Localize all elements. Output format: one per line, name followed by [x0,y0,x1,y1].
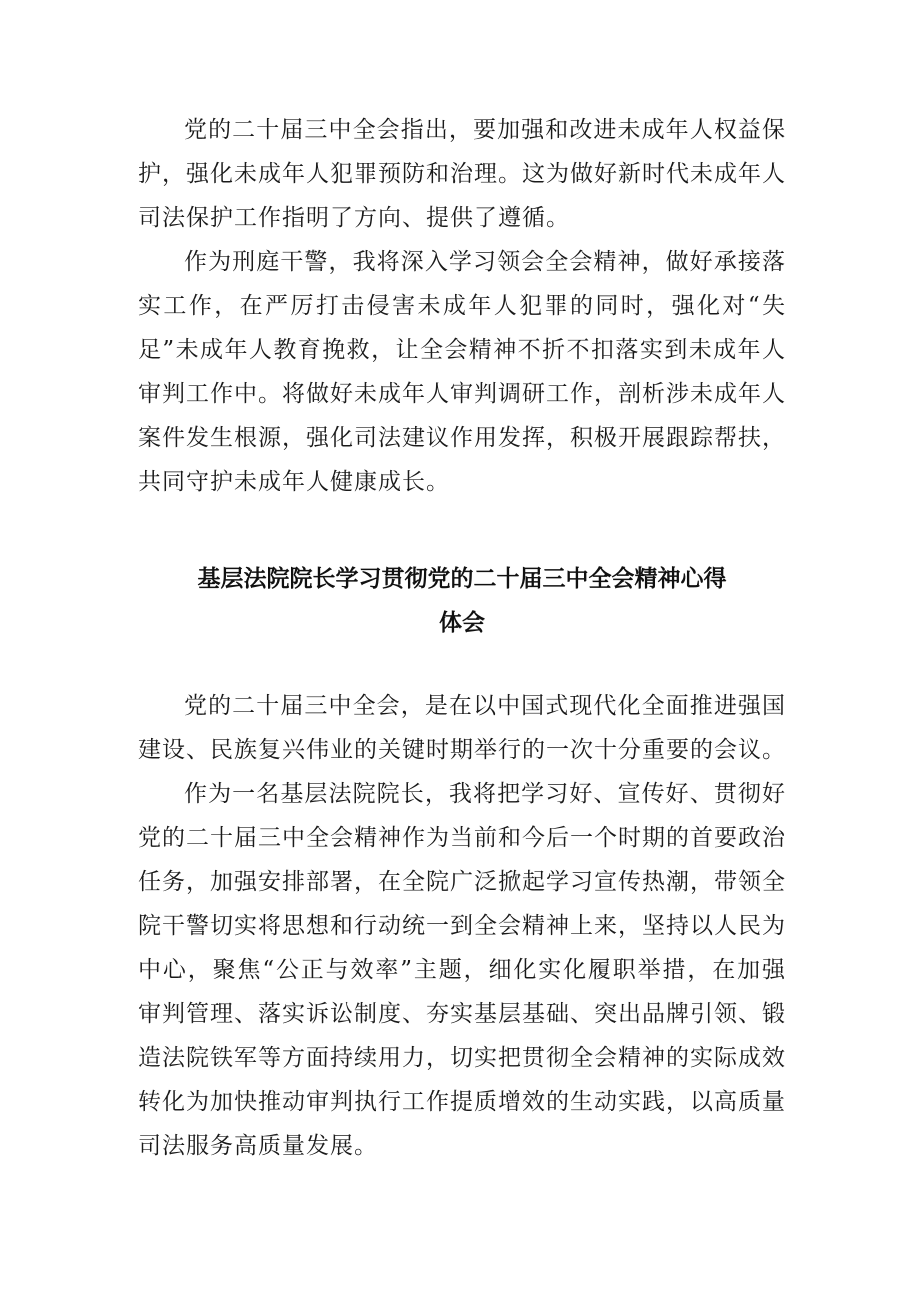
section-two-title [138,557,786,645]
section-two-body [138,684,786,1168]
section-one-body [138,108,786,504]
paragraph: 党的二十届三中全会指出，要加强和改进未成年人权益保护，强化未成年人犯罪预防和治理。这为做好新时代未成年人司法保护工作指明了方向、提供了遵循。 [138,117,786,231]
paragraph: 作为一名基层法院院长，我将把学习好、宣传好、贯彻好党的二十届三中全会精神作为当前和今后一个时期的首要政治任务，加强安排部署，在全院广泛掀起学习宣传热潮，带领全院干警切实将思想和行动统一到全会精神上来，坚持以人民为中心，聚焦“公正与效率”主题，细化实化履职举措，在加强审判管理、落实诉讼制度、夯实基层基础、突出品牌引领、锻造法院铁军等方面持续用力，切实把贯彻全会精神的实际成效转化为加快推动审判执行工作提质增效的生动实践，以高质量司法服务高质量发展。 [138,781,786,1159]
paragraph: 党的二十届三中全会，是在以中国式现代化全面推进强国建设、民族复兴伟业的关键时期举行的一次十分重要的会议。 [138,693,786,763]
title-line-2: 体会 [439,610,485,636]
paragraph: 作为刑庭干警，我将深入学习领会全会精神，做好承接落实工作，在严厉打击侵害未成年人犯罪的同时，强化对“失足”未成年人教育挽救，让全会精神不折不扣落实到未成年人审判工作中。将做好未成年人审判调研工作，剖析涉未成年人案件发生根源，强化司法建议作用发挥，积极开展跟踪帮扶，共同守护未成年人健康成长。 [138,249,786,495]
title-line-1: 基层法院院长学习贯彻党的二十届三中全会精神心得 [197,566,727,592]
